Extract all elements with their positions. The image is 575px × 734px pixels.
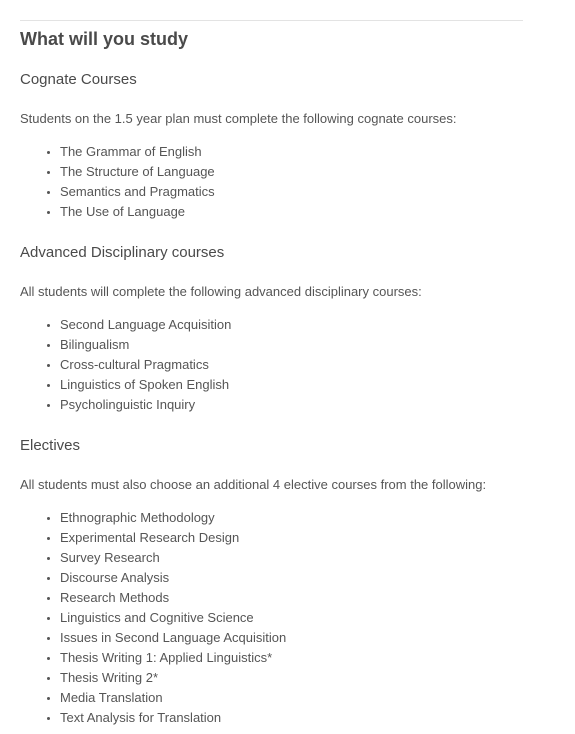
page-title: What will you study — [20, 29, 189, 49]
list-item: • Experimental Research Design — [60, 528, 286, 548]
list-item: • Bilingualism — [60, 335, 231, 355]
list-item: • The Grammar of English — [60, 142, 215, 162]
section-heading-electives: Electives — [20, 437, 81, 454]
top-divider — [20, 20, 523, 21]
list-item: • Discourse Analysis — [60, 568, 286, 588]
list-item: • Survey Research — [60, 548, 286, 568]
list-item: • Thesis Writing 1: Applied Linguistics* — [60, 648, 286, 668]
section-intro-advanced-disciplinary: All students will complete the following advanced disciplinary courses: — [20, 284, 422, 299]
list-item: • Second Language Acquisition — [60, 315, 231, 335]
list-item: • Research Methods — [60, 588, 286, 608]
list-item: • Cross-cultural Pragmatics — [60, 355, 231, 375]
list-item: • Ethnographic Methodology — [60, 508, 286, 528]
section-intro-electives: All students must also choose an additional 4 elective courses from the following: — [20, 477, 487, 492]
list-item: • Media Translation — [60, 688, 286, 708]
section-heading-advanced-disciplinary: Advanced Disciplinary courses — [20, 244, 225, 261]
list-item: • The Use of Language — [60, 202, 215, 222]
list-item: • Thesis Writing 2* — [60, 668, 286, 688]
list-item: • Psycholinguistic Inquiry — [60, 395, 231, 415]
list-item: • The Structure of Language — [60, 162, 215, 182]
course-list-advanced — [40, 315, 231, 415]
course-list-cognate — [40, 142, 215, 222]
list-item: • Semantics and Pragmatics — [60, 182, 215, 202]
list-item: • Linguistics and Cognitive Science — [60, 608, 286, 628]
course-list-electives — [40, 508, 286, 728]
section-intro-cognate-courses: Students on the 1.5 year plan must complete the following cognate courses: — [20, 111, 457, 126]
list-item: • Linguistics of Spoken English — [60, 375, 231, 395]
list-item: • Issues in Second Language Acquisition — [60, 628, 286, 648]
list-item: • Text Analysis for Translation — [60, 708, 286, 728]
section-heading-cognate-courses: Cognate Courses — [20, 71, 137, 88]
